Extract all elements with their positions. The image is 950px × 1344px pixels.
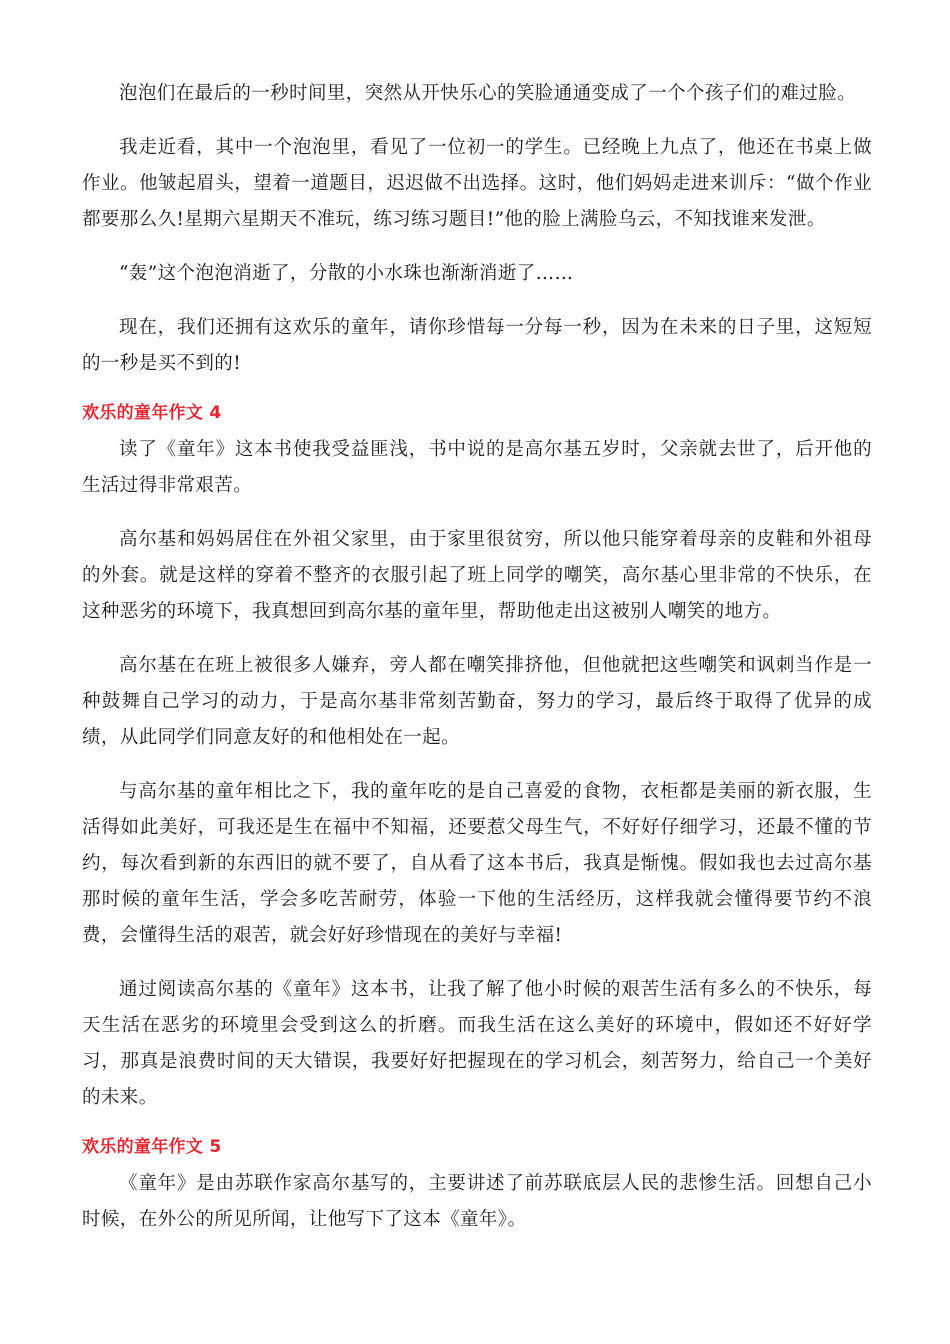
paragraph: 通过阅读高尔基的《童年》这本书，让我了解了他小时候的艰苦生活有多么的不快乐，每天生活在恶劣的环境里会受到这么的折磨。而我生活在这么美好的环境中，假如还不好好学习，那真是浪费时间的天大错误，我要好好把握现在的学习机会，刻苦努力，给自己一个美好的未来。	[82, 979, 872, 1108]
paragraph: 我走近看，其中一个泡泡里，看见了一位初一的学生。已经晚上九点了，他还在书桌上做作业。他皱起眉头，望着一道题目，迟迟做不出选择。这时，他们妈妈走进来训斥：“做个作业都要那么久!星期六星期天不准玩，练习练习题目!”他的脸上满脸乌云，不知找谁来发泄。	[82, 137, 872, 230]
section-heading-4: 欢乐的童年作文 4	[82, 403, 222, 423]
paragraph: 泡泡们在最后的一秒时间里，突然从开快乐心的笑脸通通变成了一个个孩子们的难过脸。	[119, 83, 857, 104]
paragraph: 与高尔基的童年相比之下，我的童年吃的是自己喜爱的食物，衣柜都是美丽的新衣服，生活得如此美好，可我还是生在福中不知福，还要惹父母生气，不好好仔细学习，还最不懂的节约，每次看到新的东西旧的就不要了，自从看了这本书后，我真是惭愧。假如我也去过高尔基那时候的童年生活，学会多吃苦耐劳，体验一下他的生活经历，这样我就会懂得要节约不浪费，会懂得生活的艰苦，就会好好珍惜现在的美好与幸福!	[82, 781, 872, 946]
section-heading-5: 欢乐的童年作文 5	[82, 1137, 222, 1157]
paragraph: 读了《童年》这本书使我受益匪浅，书中说的是高尔基五岁时，父亲就去世了，后开他的生活过得非常艰苦。	[82, 439, 872, 496]
document-body	[82, 76, 872, 1238]
paragraph: 《童年》是由苏联作家高尔基写的，主要讲述了前苏联底层人民的悲惨生活。回想自己小时候，在外公的所见所闻，让他写下了这本《童年》。	[82, 1173, 872, 1230]
paragraph: 现在，我们还拥有这欢乐的童年，请你珍惜每一分每一秒，因为在未来的日子里，这短短的一秒是买不到的!	[82, 317, 872, 374]
paragraph: 高尔基在在班上被很多人嫌弃，旁人都在嘲笑排挤他，但他就把这些嘲笑和讽刺当作是一种鼓舞自己学习的动力，于是高尔基非常刻苦勤奋，努力的学习，最后终于取得了优异的成绩，从此同学们同意友好的和他相处在一起。	[82, 655, 872, 748]
paragraph: “轰”这个泡泡消逝了，分散的小水珠也渐渐消逝了……	[119, 263, 574, 284]
paragraph: 高尔基和妈妈居住在外祖父家里，由于家里很贫穷，所以他只能穿着母亲的皮鞋和外祖母的外套。就是这样的穿着不整齐的衣服引起了班上同学的嘲笑，高尔基心里非常的不快乐，在这种恶劣的环境下，我真想回到高尔基的童年里，帮助他走出这被别人嘲笑的地方。	[82, 529, 872, 622]
